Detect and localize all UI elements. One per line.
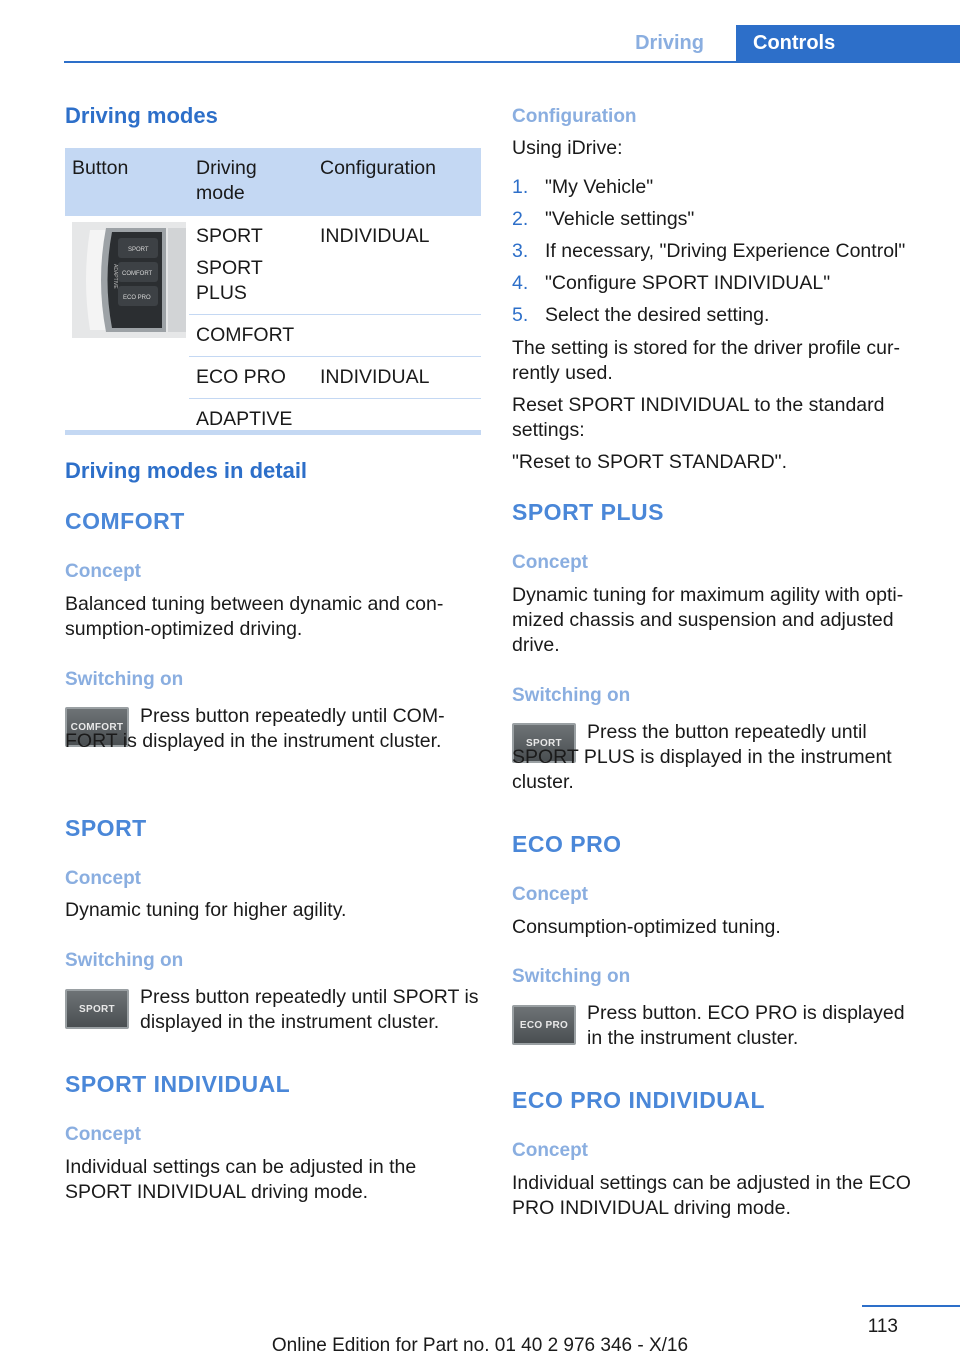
comfort-switch-heading: Switching on [65,669,184,690]
comfort-button-image: COMFORT [65,707,129,747]
wheel-label-sport: SPORT [128,247,149,253]
sport-individual-concept-text: Individual settings can be adjusted in the SPORT INDIVIDUAL driving mode. [65,1156,417,1203]
detail-title: Driving modes in detail [65,458,308,483]
driving-mode-switch-image [72,222,186,338]
eco-pro-concept-text: Consumption-optimized tuning. [512,916,781,938]
list-item: 3. If necessary, "Driving Experience Control" [512,240,906,262]
sport-individual-concept-heading: Concept [65,1124,141,1145]
comfort-switch-text: Press button repeatedly until COMFORT is displayed in the instrument cluster. [65,705,445,752]
stored-text: The setting is stored for the driver profile currently used. [512,337,900,384]
footer-rule [862,1305,960,1307]
footer-edition: Online Edition for Part no. 01 40 2 976 346 - X/16 [271,1335,689,1356]
table-cell-config: INDIVIDUAL [320,225,430,247]
eco-pro-switch-text: Press button. ECO PRO is displayed in the instrument cluster. [587,1002,905,1049]
table-cell-config: INDIVIDUAL [313,357,481,399]
table-title: Driving modes [65,103,218,128]
sport-concept-heading: Concept [65,868,141,889]
reset-command-text: "Reset to SPORT STANDARD". [512,451,787,473]
header-section-tab: Driving [635,32,704,54]
table-bottom-rule [65,430,481,435]
table-header-button: Button [65,148,189,216]
table-cell-mode: SPORT SPORT PLUS [196,225,263,304]
eco-pro-individual-concept-text: Individual settings can be adjusted in the ECO PRO INDIVIDUAL driving mode. [512,1172,911,1219]
wheel-label-adaptive: ADAPTIVE [112,264,118,289]
sport-switch-heading: Switching on [65,950,184,971]
wheel-label-comfort: COMFORT [122,271,153,277]
eco-pro-concept-heading: Concept [512,884,588,905]
list-item: 1. "My Vehicle" [512,176,654,198]
sport-plus-concept-text: Dynamic tuning for maximum agility with optimized chassis and suspension and adjusted drive. [512,584,904,656]
using-idrive-text: Using iDrive: [512,137,623,159]
sport-plus-switch-text: Press the button repeatedly until SPORT PLUS is displayed in the instrument cluster. [512,721,892,793]
sport-individual-title: SPORT INDIVIDUAL [65,1071,291,1097]
comfort-concept-heading: Concept [65,561,141,582]
configuration-steps [512,175,932,335]
list-item: 4. "Configure SPORT INDIVIDUAL" [512,272,831,294]
sport-title: SPORT [65,815,147,841]
configuration-heading: Configuration [512,106,637,127]
eco-pro-title: ECO PRO [512,831,622,857]
comfort-title: COMFORT [65,508,185,534]
sport-plus-switch-heading: Switching on [512,685,631,706]
list-item: 5. Select the desired setting. [512,304,770,326]
list-item: 2. "Vehicle settings" [512,208,695,230]
sport-button-image: SPORT [65,989,129,1029]
table-header-mode: Driving mode [189,148,313,216]
header-chapter-tab: Controls [736,25,960,61]
sport-plus-concept-heading: Concept [512,552,588,573]
table-cell-config [313,315,481,357]
eco-pro-switch-heading: Switching on [512,966,631,987]
eco-pro-individual-concept-heading: Concept [512,1140,588,1161]
sport-switch-text: Press button repeatedly until SPORT is displayed in the instrument cluster. [140,986,479,1033]
page-number: 113 [867,1316,898,1337]
table-cell-mode: ADAPTIVE [189,399,313,441]
eco-pro-individual-title: ECO PRO INDIVIDUAL [512,1087,766,1113]
table-cell-mode: ECO PRO [189,357,313,399]
table-header-config: Configuration [313,148,481,216]
eco-pro-button-image: ECO PRO [512,1005,576,1045]
sport-plus-title: SPORT PLUS [512,499,664,525]
sport-plus-button-image: SPORT [512,723,576,763]
wheel-label-eco-pro: ECO PRO [123,295,151,301]
comfort-concept-text: Balanced tuning between dynamic and consumption-optimized driving. [65,593,444,640]
reset-text: Reset SPORT INDIVIDUAL to the standard settings: [512,394,885,441]
sport-concept-text: Dynamic tuning for higher agility. [65,899,347,921]
header-rule [64,61,960,63]
table-cell-mode: COMFORT [189,315,313,357]
